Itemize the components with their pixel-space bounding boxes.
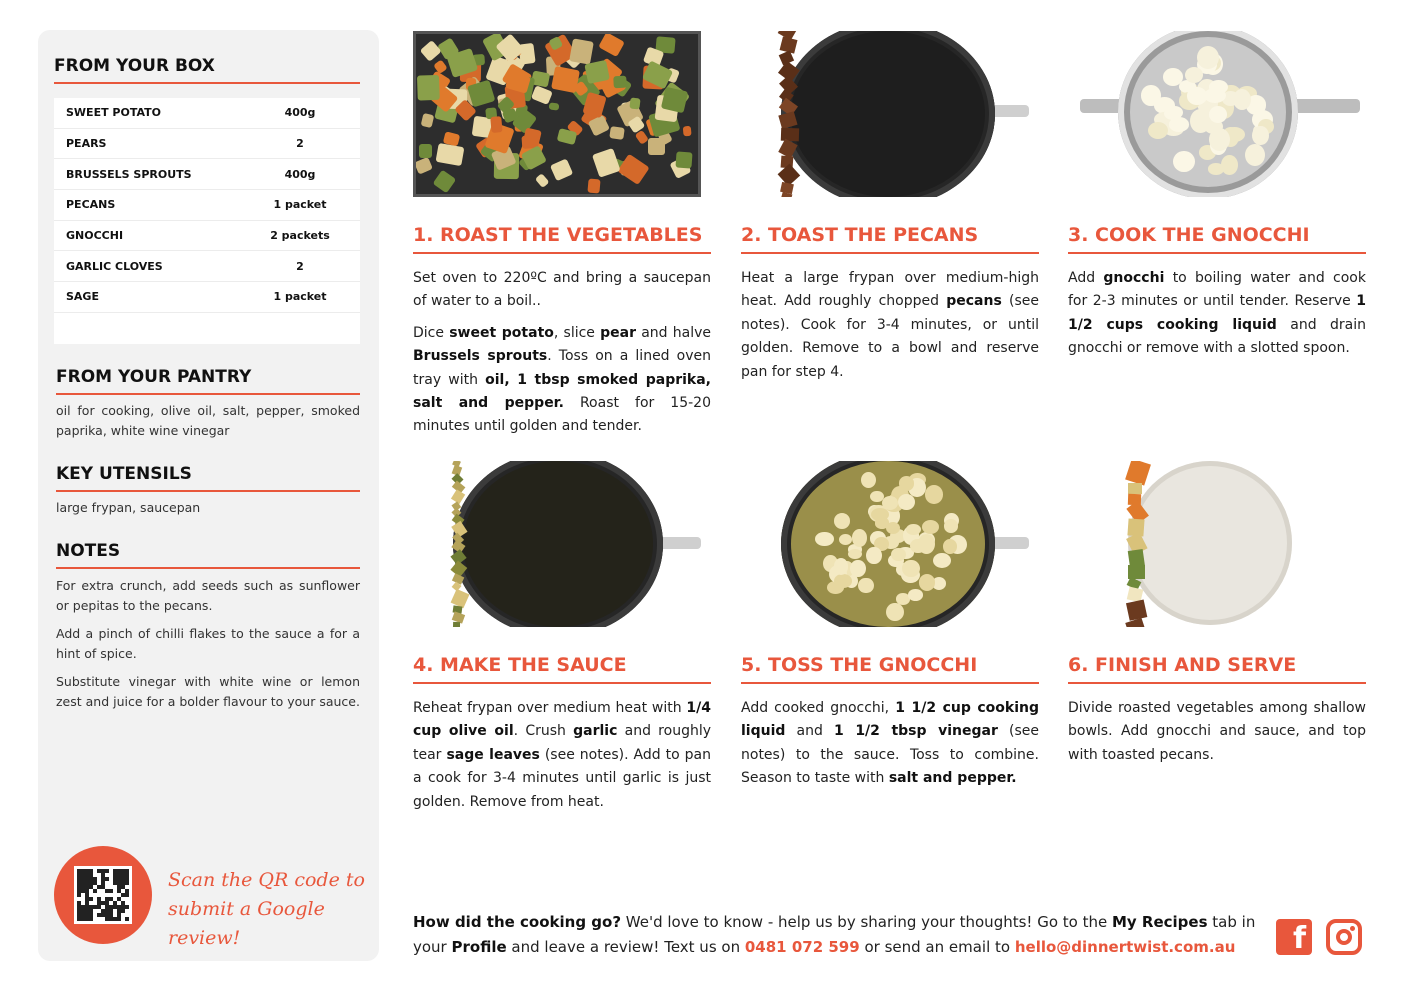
qr-caption-line: submit a Google review! — [168, 898, 325, 949]
food-piece — [1221, 155, 1238, 175]
food-piece — [861, 472, 876, 488]
food-piece — [1173, 151, 1195, 172]
text-run: , slice — [553, 324, 601, 341]
qr-caption-line: Scan the QR code to — [168, 869, 365, 891]
ingredient-emphasis: sweet potato — [449, 324, 554, 341]
food-piece — [906, 524, 921, 535]
food-piece — [414, 157, 433, 175]
food-piece — [839, 534, 852, 545]
pantry-text: oil for cooking, olive oil, salt, pepper, smoked paprika, white wine vinegar — [56, 403, 360, 438]
food-piece — [1208, 163, 1224, 174]
step-6-title: 6. FINISH AND SERVE — [1068, 654, 1366, 684]
ingredient-name: GNOCCHI — [66, 229, 124, 243]
my-recipes-label: My Recipes — [1111, 913, 1208, 931]
table-row — [54, 282, 360, 313]
from-your-box-heading: FROM YOUR BOX — [54, 56, 360, 84]
table-row — [54, 221, 360, 252]
ingredient-emphasis: 1 1/2 cups cooking liquid — [1068, 293, 1366, 333]
food-piece — [918, 534, 935, 554]
food-piece — [886, 603, 904, 621]
ingredient-emphasis: 1/4 cup olive oil — [413, 700, 711, 740]
food-piece — [858, 578, 873, 594]
qr-caption — [168, 866, 368, 953]
food-piece — [1169, 117, 1189, 131]
ingredient-qty: 2 — [296, 259, 304, 273]
step-3-text — [1068, 267, 1366, 369]
food-piece — [834, 558, 848, 574]
text-run: and — [785, 723, 835, 740]
table-row — [54, 251, 360, 282]
food-piece — [1209, 106, 1228, 123]
food-piece — [420, 113, 434, 128]
utensils-text: large frypan, saucepan — [56, 500, 201, 515]
ingredient-name: GARLIC CLOVES — [66, 259, 163, 273]
ingredient-name: PECANS — [66, 198, 116, 212]
food-piece — [866, 547, 881, 564]
step-paragraph — [413, 697, 711, 814]
food-piece — [609, 126, 624, 140]
text-run: We'd love to know - help us by sharing your thoughts! Go to the — [621, 913, 1112, 931]
ingredient-emphasis: 1 1/2 cup cooking liquid — [741, 700, 1039, 740]
food-piece — [419, 144, 431, 158]
food-piece — [1245, 144, 1265, 167]
food-piece — [1125, 618, 1146, 627]
step-paragraph — [741, 697, 1039, 791]
qr-code[interactable] — [74, 866, 132, 924]
food-piece — [925, 485, 943, 504]
table-row — [54, 129, 360, 160]
qr-code-badge[interactable] — [54, 846, 152, 944]
ingredient-qty: 400g — [284, 106, 316, 120]
email-link[interactable]: hello@dinnertwist.com.au — [1014, 938, 1236, 956]
step-paragraph: Divide roasted vegetables among shallow bowls. Add gnocchi and sauce, and top with toasted pecans. — [1068, 700, 1366, 763]
food-piece — [778, 111, 797, 129]
frypan — [781, 461, 995, 627]
food-piece — [1148, 122, 1168, 139]
food-piece — [1141, 85, 1160, 106]
food-piece — [1233, 89, 1251, 110]
food-piece — [1197, 46, 1219, 69]
text-run: and drain gnocchi or remove with a slotted spoon. — [1068, 316, 1366, 357]
ingredient-qty: 1 packet — [273, 198, 327, 212]
text-run: to boiling water and cook for 2-3 minutes or until tender. Reserve — [1068, 270, 1366, 310]
food-piece — [875, 517, 890, 528]
step-2-title: 2. TOAST THE PECANS — [741, 224, 1039, 254]
text-run: Reheat frypan over medium heat with — [413, 700, 687, 716]
ingredient-emphasis: 1 1/2 tbsp vinegar — [834, 723, 998, 740]
table-row — [54, 190, 360, 221]
food-piece — [548, 102, 559, 110]
food-piece — [598, 32, 625, 57]
food-piece — [556, 128, 576, 145]
text-run: Heat a large frypan over medium-high heat. Add roughly chopped — [741, 270, 1039, 310]
ingredient-name: BRUSSELS SPROUTS — [66, 167, 192, 181]
step-3-photo — [1068, 31, 1366, 197]
food-piece — [433, 170, 457, 193]
ingredient-name: SWEET POTATO — [66, 106, 161, 120]
food-piece — [1252, 126, 1268, 146]
food-piece — [683, 126, 692, 137]
step-5-photo — [741, 461, 1039, 627]
food-piece — [569, 38, 594, 64]
key-utensils-heading: KEY UTENSILS — [56, 464, 360, 492]
food-piece — [617, 154, 650, 185]
food-piece — [1204, 88, 1225, 103]
text-run: and halve — [636, 324, 711, 341]
ingredient-qty: 2 packets — [270, 229, 330, 243]
ingredient-qty: 2 — [296, 137, 304, 151]
text-run: tab in your — [413, 913, 1256, 956]
notes-list — [56, 576, 360, 720]
food-piece — [592, 147, 621, 177]
step-paragraph — [413, 322, 711, 439]
food-piece — [534, 173, 549, 188]
food-piece — [551, 65, 580, 92]
text-run: (see notes) to the sauce. Toss to combine. Season to taste with — [741, 723, 1039, 787]
step-1-text — [413, 267, 711, 447]
qr-cell — [125, 917, 129, 921]
note-item: Add a pinch of chilli flakes to the sauce a for a hint of spice. — [56, 626, 360, 661]
food-piece — [1163, 68, 1183, 86]
step-5-title: 5. TOSS THE GNOCCHI — [741, 654, 1039, 684]
note-item: For extra crunch, add seeds such as sunflower or pepitas to the pecans. — [56, 578, 360, 613]
note-item: Substitute vinegar with white wine or lemon zest and juice for a bolder flavour to your sauce. — [56, 674, 360, 709]
food-piece — [834, 574, 851, 588]
serving-bowl — [1128, 461, 1292, 625]
frypan — [781, 31, 995, 197]
facebook-icon[interactable]: f — [1276, 919, 1312, 955]
profile-label: Profile — [451, 938, 507, 956]
ingredient-emphasis: pear — [600, 324, 636, 341]
notes-heading: NOTES — [56, 541, 360, 569]
text-run: (see notes). Add to pan a cook for 3-4 minutes until garlic is just golden. Remove from heat. — [413, 746, 712, 810]
frypan — [453, 461, 663, 627]
step-5-text — [741, 697, 1039, 799]
step-1-photo — [413, 31, 701, 197]
step-1-title: 1. ROAST THE VEGETABLES — [413, 224, 711, 254]
food-piece — [852, 529, 867, 547]
ingredient-name: PEARS — [66, 137, 107, 151]
food-piece — [850, 560, 865, 577]
food-piece — [944, 519, 958, 532]
food-piece — [908, 589, 924, 601]
food-piece — [1185, 67, 1203, 83]
ingredient-emphasis: oil, 1 tbsp smoked paprika, salt and pepper. — [413, 371, 711, 412]
food-piece — [891, 548, 906, 562]
text-run: and roughly tear — [413, 723, 711, 763]
food-piece — [490, 116, 503, 133]
text-run: Add — [1068, 270, 1104, 286]
text-run: (see notes). Cook for 3-4 minutes, or until golden. Remove to a bowl and reserve pan for step 4. — [741, 293, 1040, 380]
text-run: or send an email to — [859, 938, 1015, 956]
step-6-photo — [1068, 461, 1366, 627]
ingredient-emphasis: salt and pepper. — [888, 770, 1017, 787]
food-piece — [418, 74, 440, 100]
ingredient-emphasis: Brussels sprouts — [413, 348, 548, 365]
food-piece — [815, 532, 834, 546]
step-2-photo — [741, 31, 1039, 197]
ingredient-qty: 400g — [284, 167, 316, 181]
phone-link[interactable]: 0481 072 599 — [744, 938, 860, 956]
food-piece — [1125, 461, 1151, 486]
saucepan — [1118, 31, 1298, 197]
food-piece — [834, 513, 850, 528]
ingredient-emphasis: gnocchi — [1103, 270, 1165, 286]
table-row — [54, 159, 360, 190]
food-piece — [436, 143, 464, 166]
text-run: and leave a review! Text us on — [506, 938, 745, 956]
food-piece — [648, 138, 664, 155]
step-2-text — [741, 267, 1039, 392]
food-piece — [1209, 128, 1230, 151]
food-piece — [898, 494, 915, 510]
footer-question: How did the cooking go? — [413, 913, 622, 931]
from-your-pantry-heading: FROM YOUR PANTRY — [56, 367, 360, 395]
text-run: . Crush — [513, 723, 574, 740]
food-piece — [870, 491, 883, 502]
step-6-text — [1068, 697, 1366, 775]
step-3-title: 3. COOK THE GNOCCHI — [1068, 224, 1366, 254]
food-piece — [919, 574, 935, 590]
text-run: Dice — [413, 324, 450, 341]
ingredient-emphasis: sage leaves — [446, 746, 540, 763]
step-paragraph: Set oven to 220ºC and bring a saucepan of water to a boil.. — [413, 270, 711, 310]
food-piece — [1128, 483, 1142, 493]
text-run: . Toss on a lined oven tray with — [413, 348, 711, 388]
text-run: Add cooked gnocchi, — [741, 700, 896, 716]
qr-code-pattern — [77, 869, 129, 921]
food-piece — [922, 520, 940, 534]
food-piece — [629, 98, 641, 110]
step-4-title: 4. MAKE THE SAUCE — [413, 654, 711, 684]
step-4-photo — [413, 461, 701, 627]
food-piece — [588, 179, 601, 194]
food-piece — [1126, 600, 1147, 621]
text-run: Roast for 15-20 minutes until golden and tender. — [413, 395, 711, 435]
ingredient-emphasis: pecans — [946, 293, 1002, 310]
step-4-text — [413, 697, 711, 822]
food-piece — [453, 621, 460, 627]
food-piece — [676, 151, 693, 168]
step-paragraph — [1068, 267, 1366, 361]
food-piece — [613, 75, 627, 87]
food-piece — [550, 158, 573, 181]
sidebar-panel — [38, 30, 379, 961]
food-piece — [943, 539, 957, 554]
food-piece — [933, 553, 952, 569]
food-piece — [848, 549, 862, 559]
food-piece — [420, 40, 442, 62]
ingredient-qty: 1 packet — [273, 290, 327, 304]
instagram-icon[interactable] — [1326, 919, 1362, 955]
food-piece — [531, 85, 552, 104]
step-paragraph — [741, 267, 1039, 384]
table-row — [54, 98, 360, 129]
ingredient-emphasis: garlic — [573, 723, 618, 740]
ingredients-table — [54, 98, 360, 344]
feedback-footer — [413, 910, 1263, 960]
ingredient-name: SAGE — [66, 290, 99, 304]
